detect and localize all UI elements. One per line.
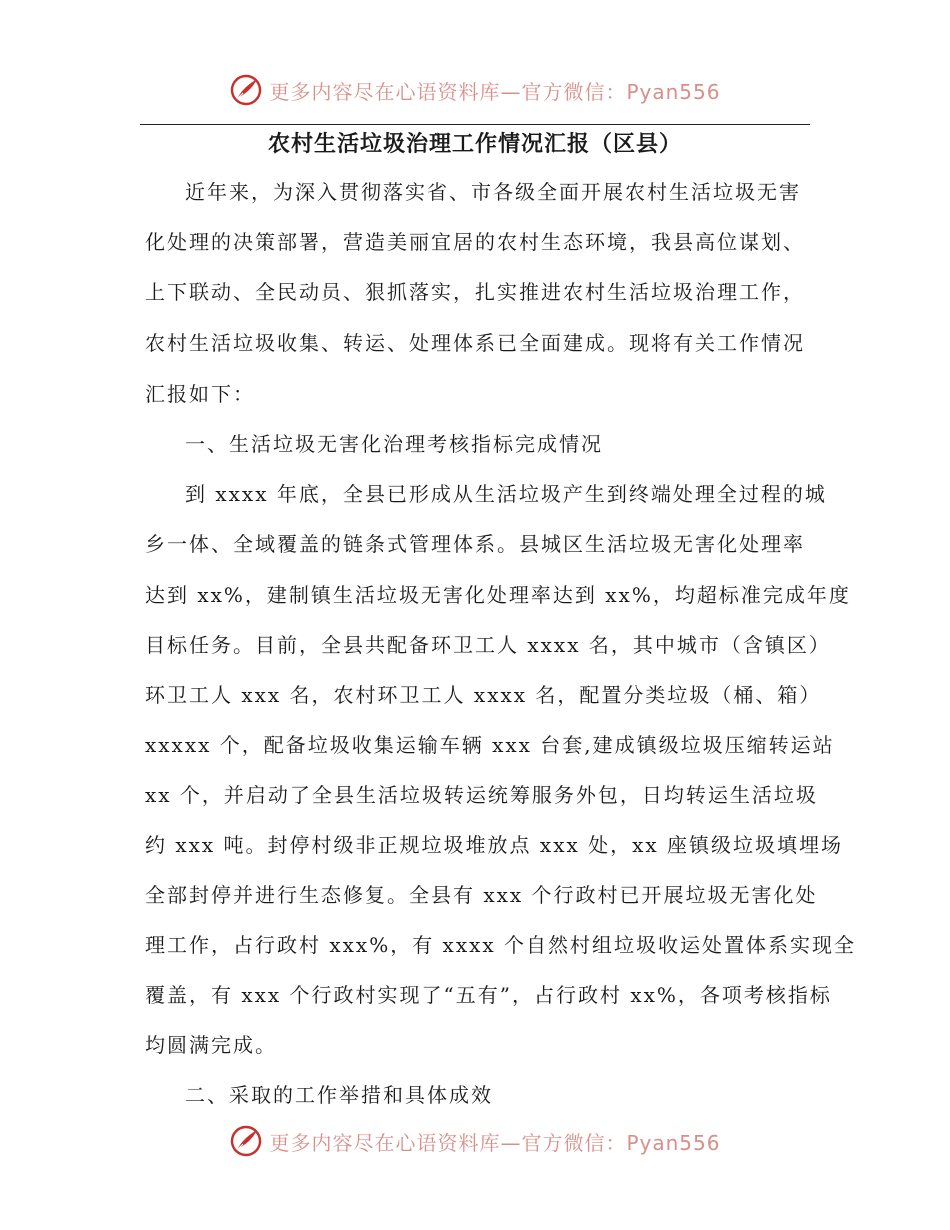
body-line: xxxxx 个，配备垃圾收集运输车辆 xxx 台套,建成镇级垃圾压缩转运站 <box>145 733 835 757</box>
body-line: 乡一体、全域覆盖的链条式管理体系。县城区生活垃圾无害化处理率 <box>145 532 805 556</box>
body-line: 覆盖，有 xxx 个行政村实现了“五有”，占行政村 xx%，各项考核指标 <box>145 983 832 1007</box>
body-line: 化处理的决策部署，营造美丽宜居的农村生态环境，我县高位谋划、 <box>145 230 805 254</box>
body-line: 达到 xx%，建制镇生活垃圾无害化处理率达到 xx%，均超标准完成年度 <box>145 583 851 607</box>
body-line: 近年来，为深入贯彻落实省、市各级全面开展农村生活垃圾无害 <box>185 180 801 204</box>
body-line: 全部封停并进行生态修复。全县有 xxx 个行政村已开展垃圾无害化处 <box>145 883 818 907</box>
quill-pen-logo-icon <box>229 1124 263 1158</box>
section-heading: 一、生活垃圾无害化治理考核指标完成情况 <box>185 432 603 456</box>
watermark-footer <box>0 1121 950 1161</box>
header-rule <box>140 124 810 125</box>
body-line: 到 xxxx 年底，全县已形成从生活垃圾产生到终端处理全过程的城 <box>185 482 827 506</box>
watermark-header <box>0 70 950 110</box>
body-line: 汇报如下： <box>145 382 255 406</box>
quill-pen-logo-icon <box>229 73 263 107</box>
body-line: 均圆满完成。 <box>145 1033 277 1057</box>
body-line: 环卫工人 xxx 名，农村环卫工人 xxxx 名，配置分类垃圾（桶、箱） <box>145 683 822 707</box>
body-line: 目标任务。目前，全县共配备环卫工人 xxxx 名，其中城市（含镇区） <box>145 633 831 657</box>
body-line: xx 个，并启动了全县生活垃圾转运统筹服务外包，日均转运生活垃圾 <box>145 783 818 807</box>
document-title: 农村生活垃圾治理工作情况汇报（区县） <box>267 132 682 157</box>
section-heading: 二、采取的工作举措和具体成效 <box>185 1083 493 1107</box>
watermark-text: 更多内容尽在心语资料库—官方微信：Pyan556 <box>269 1130 721 1155</box>
body-line: 约 xxx 吨。封停村级非正规垃圾堆放点 xxx 处，xx 座镇级垃圾填埋场 <box>145 833 844 857</box>
body-line: 农村生活垃圾收集、转运、处理体系已全面建成。现将有关工作情况 <box>145 331 805 355</box>
body-line: 上下联动、全民动员、狠抓落实，扎实推进农村生活垃圾治理工作， <box>145 280 805 304</box>
body-line: 理工作，占行政村 xxx%，有 xxxx 个自然村组垃圾收运处置体系实现全 <box>145 933 857 957</box>
watermark-text: 更多内容尽在心语资料库—官方微信：Pyan556 <box>269 79 721 104</box>
